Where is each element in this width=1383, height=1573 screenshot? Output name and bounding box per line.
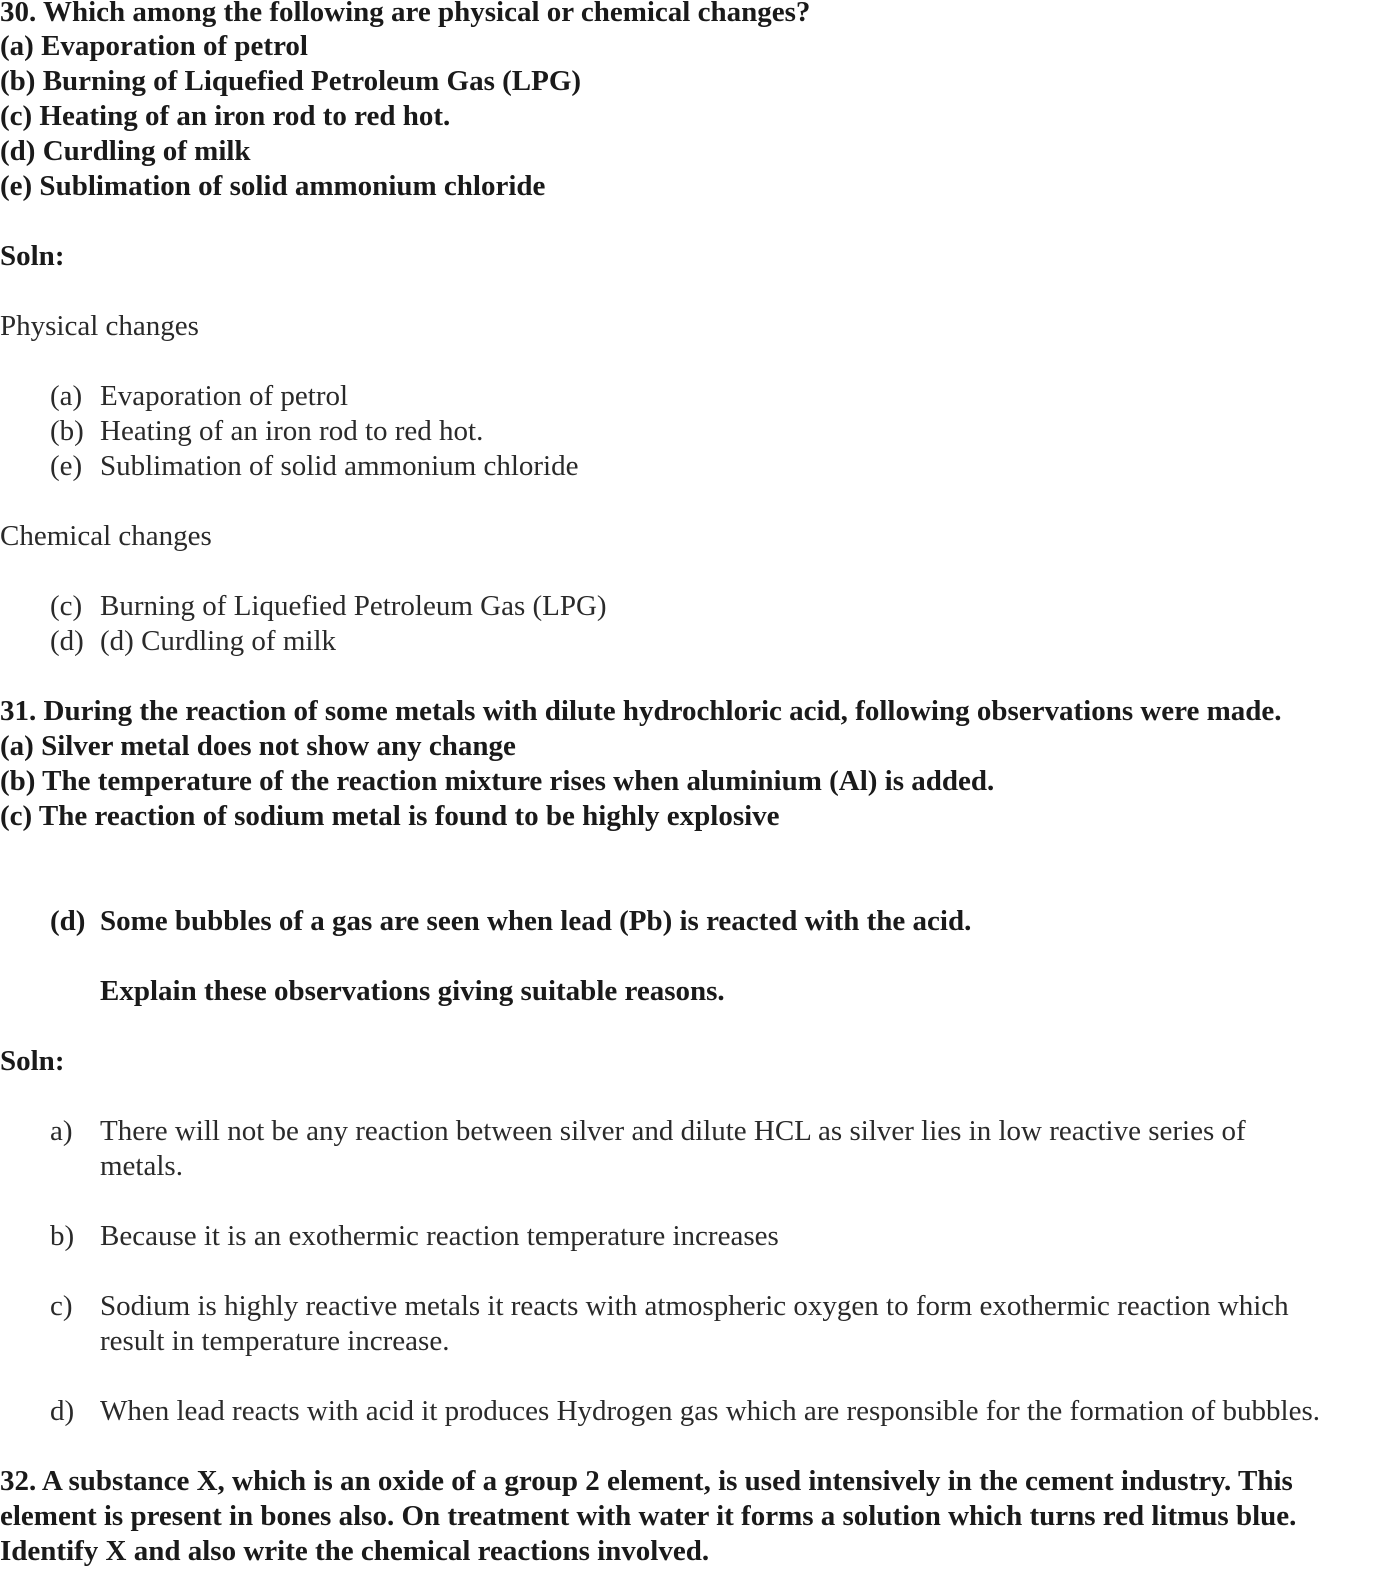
- q31-question: 31. During the reaction of some metals with dilute hydrochloric acid, following observations were made.: [0, 695, 1282, 727]
- physical-changes-heading: Physical changes: [0, 310, 199, 342]
- chemical-item-marker: (d): [50, 625, 84, 657]
- q31-option-b: (b) The temperature of the reaction mixture rises when aluminium (Al) is added.: [0, 765, 995, 797]
- answer-marker: a): [50, 1115, 73, 1147]
- answer-text-continuation: metals.: [100, 1150, 183, 1182]
- q30-option-d: (d) Curdling of milk: [0, 135, 251, 167]
- q30-soln-label: Soln:: [0, 240, 65, 272]
- q30-option-b: (b) Burning of Liquefied Petroleum Gas (LPG): [0, 65, 582, 97]
- q30-option-e: (e) Sublimation of solid ammonium chloride: [0, 170, 546, 202]
- physical-item-text: Sublimation of solid ammonium chloride: [100, 450, 579, 482]
- chemical-item-text: (d) Curdling of milk: [100, 625, 337, 657]
- answer-text: When lead reacts with acid it produces Hydrogen gas which are responsible for the formation of bubbles.: [100, 1395, 1321, 1427]
- chemical-item-marker: (c): [50, 590, 83, 622]
- physical-item-text: Heating of an iron rod to red hot.: [100, 415, 484, 447]
- q31-option-a: (a) Silver metal does not show any change: [0, 730, 516, 762]
- q31-soln-label: Soln:: [0, 1045, 65, 1077]
- answer-marker: b): [50, 1220, 75, 1252]
- q32-line: Identify X and also write the chemical reactions involved.: [0, 1535, 710, 1567]
- physical-item-marker: (a): [50, 380, 83, 412]
- physical-item-marker: (e): [50, 450, 83, 482]
- answer-text: Because it is an exothermic reaction temperature increases: [100, 1220, 779, 1252]
- answer-text: There will not be any reaction between silver and dilute HCL as silver lies in low reactive series of: [100, 1115, 1246, 1147]
- answer-marker: c): [50, 1290, 73, 1322]
- q31-option-d-marker: (d): [50, 905, 86, 937]
- answer-marker: d): [50, 1395, 75, 1427]
- q30-option-a: (a) Evaporation of petrol: [0, 30, 308, 62]
- q31-instruction: Explain these observations giving suitable reasons.: [100, 975, 725, 1007]
- q30-question: 30. Which among the following are physical or chemical changes?: [0, 0, 811, 28]
- q31-option-d-text: Some bubbles of a gas are seen when lead (Pb) is reacted with the acid.: [100, 905, 972, 937]
- chemical-changes-heading: Chemical changes: [0, 520, 212, 552]
- q31-option-c: (c) The reaction of sodium metal is found to be highly explosive: [0, 800, 780, 832]
- physical-item-marker: (b): [50, 415, 84, 447]
- answer-text: Sodium is highly reactive metals it reacts with atmospheric oxygen to form exothermic reaction which: [100, 1290, 1289, 1322]
- q32-line: 32. A substance X, which is an oxide of a group 2 element, is used intensively in the cement industry. This: [0, 1465, 1293, 1497]
- chemical-item-text: Burning of Liquefied Petroleum Gas (LPG): [100, 590, 607, 622]
- physical-item-text: Evaporation of petrol: [100, 380, 349, 412]
- answer-text-continuation: result in temperature increase.: [100, 1325, 450, 1357]
- q30-option-c: (c) Heating of an iron rod to red hot.: [0, 100, 451, 132]
- q32-line: element is present in bones also. On treatment with water it forms a solution which turns red litmus blue.: [0, 1500, 1297, 1532]
